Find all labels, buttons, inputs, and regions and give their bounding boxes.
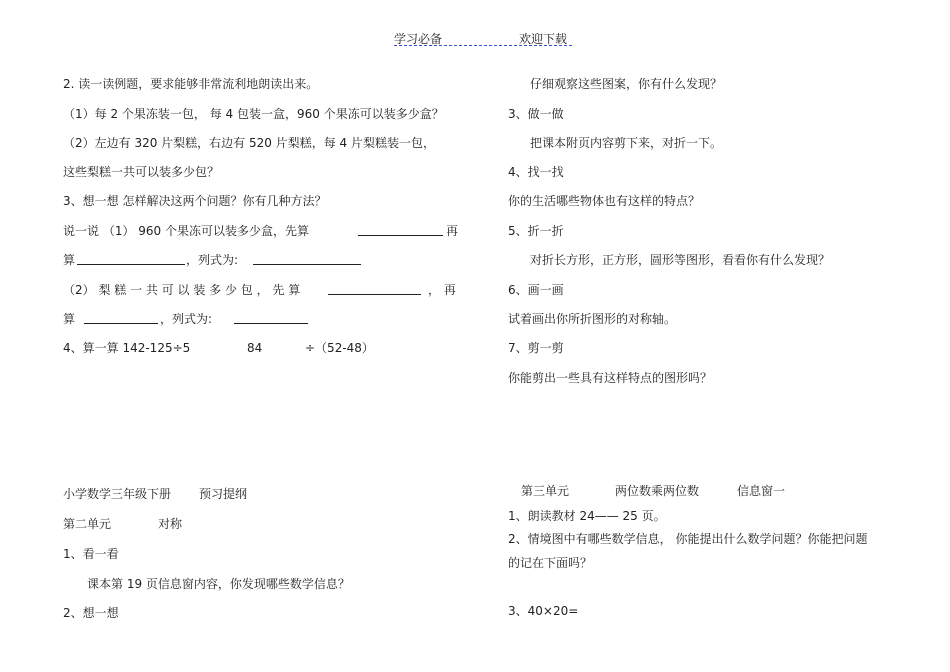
question-2-title: 2. 读一读例题，要求能够非常流利地朗读出来。 [63,77,319,91]
answer-blank-6[interactable] [234,311,308,328]
section-4-text: 你的生活哪些物体也有这样的特点？ [508,194,701,208]
step-2-title: 2、想一想 [63,606,119,620]
header-right-text: 欢迎下载 [519,32,568,46]
formula-label-1: ，列式为: [186,253,239,267]
unit-3-step-2-cont: 的记在下面吗？ [508,556,593,570]
section-3-text: 把课本附页内容剪下来，对折一下。 [530,136,723,150]
unit-3-step-3: 3、40×20= [508,604,579,618]
formula-label-2: ，列式为: [160,312,213,326]
outline-title: 小学数学三年级下册 [63,487,172,501]
answer-blank-1[interactable] [358,223,443,240]
page-header [394,30,574,46]
say-line-1-end: 再 [446,224,459,238]
say-line-2: （2） 梨 糕 一 共 可 以 装 多 少 包 ， 先 算 [63,283,301,297]
outline-subtitle: 预习提纲 [199,487,248,501]
section-5-text: 对折长方形，正方形，圆形等图形，看看你有什么发现？ [530,253,831,267]
section-3-title: 3、做一做 [508,107,564,121]
question-4-expr-3: ÷（52-48） [305,341,374,355]
section-5-title: 5、折一折 [508,224,564,238]
step-1-text: 课本第 19 页信息窗内容，你发现哪些数学信息？ [87,577,350,591]
question-4-expr-1: 4、算一算 142-125÷5 [63,341,191,355]
header-left-text: 学习必备 [394,32,443,46]
answer-blank-4[interactable] [328,282,421,299]
question-2-item-2: （2）左边有 320 片梨糕，右边有 520 片梨糕，每 4 片梨糕装一包， [63,136,435,150]
section-6-text: 试着画出你所折图形的对称轴。 [508,312,677,326]
question-2-item-1: （1）每 2 个果冻装一包， 每 4 包装一盒，960 个果冻可以装多少盒？ [63,107,444,121]
observe-text: 仔细观察这些图案，你有什么发现？ [530,77,723,91]
question-3-title: 3、想一想 怎样解决这两个问题？你有几种方法？ [63,194,327,208]
header-underline [394,45,572,46]
section-7-title: 7、剪一剪 [508,341,564,355]
unit-3-step-2: 2、情境图中有哪些数学信息， 你能提出什么数学问题？你能把问题 [508,532,868,546]
say-line-2-end: ， 再 [428,283,456,297]
question-2-item-2-cont: 这些梨糕一共可以装多少包？ [63,165,220,179]
calc-label-2: 算 [63,312,76,326]
info-window-label: 信息窗一 [737,484,786,498]
section-7-text: 你能剪出一些具有这样特点的图形吗？ [508,371,713,385]
step-1-title: 1、看一看 [63,547,119,561]
section-4-title: 4、找一找 [508,165,564,179]
question-4-expr-2: 84 [247,341,263,355]
answer-blank-2[interactable] [77,252,185,269]
unit-3-topic: 两位数乘两位数 [615,484,700,498]
answer-blank-5[interactable] [84,311,158,328]
unit-3-step-1: 1、朗读教材 24—— 25 页。 [508,509,666,523]
section-6-title: 6、画一画 [508,283,564,297]
unit-3-label: 第三单元 [521,484,570,498]
say-line-1: 说一说 （1） 960 个果冻可以装多少盒，先算 [63,224,309,238]
unit-2-label: 第二单元 [63,517,112,531]
unit-2-topic: 对称 [158,517,183,531]
answer-blank-3[interactable] [253,252,361,269]
calc-label-1: 算 [63,253,76,267]
